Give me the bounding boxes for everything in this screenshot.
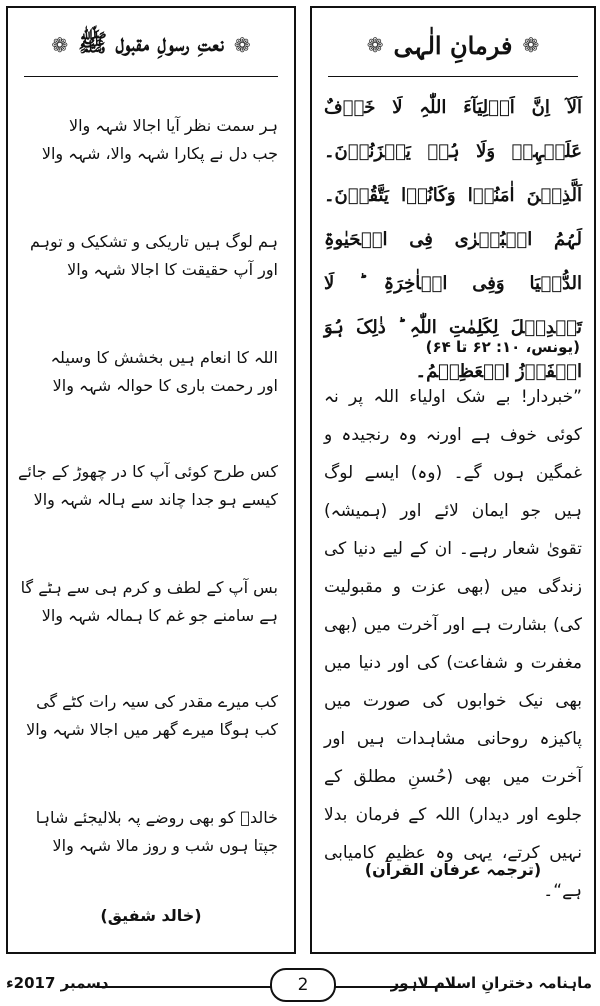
verse-line: اللہ کا انعام ہیں بخشش کا وسیلہ [50,348,278,367]
verse-line: جب دل نے پکارا شہہ والا، شہہ والا [41,144,278,163]
magazine-masthead: ماہنامہ دخترانِ اسلام لاہور [390,974,592,992]
verse-line: خالدؔ کو بھی روضے پہ بلالیجئے شاہا [35,808,278,827]
stanza-1 [24,112,278,168]
verse-line: کب ہوگا میرے گھر میں اجالا شہہ والا [26,720,278,739]
verse-line: ہم لوگ ہیں تاریکی و تشکیک و توہم [29,232,278,251]
verse-line: بس آپ کے لطف و کرم ہی سے ہٹے گا [20,578,278,597]
farman-ilahi-column [310,6,596,954]
divider [328,76,578,77]
verse-reference: (یونس، ۱۰: ۶۲ تا ۶۴) [425,338,580,356]
verse-translation: ”خبردار! بے شک اولیاء اللہ پر نہ کوئی خوف ہے اورنہ وہ رنجیدہ و غمگین ہوں گے۔ (وہ) ایسے لوگ ہیں جو ایمان لائے اور (ہمیشہ) تقویٰ شعار رہے۔ ان کے لیے دنیا کی زندگی میں (بھی عزت و مقبولیت کی) بشارت ہے اور آخرت میں (بھی مغفرت و شفاعت) کی اور دنیا میں بھی نیک خوابوں کی صورت میں پاکیزہ روحانی مشاہدات ہیں اور آخرت میں بھی (حُسنِ مطلق کے جلوے اور دیدار) اللہ کے فرمان بدلا نہیں کرتے، یہی وہ عظیم کامیابی ہے“۔ [324,387,582,901]
poet-name: (خالد شفیق) [100,906,202,925]
flourish-ornament-icon: ❁ [233,33,251,57]
stanza-2 [24,228,278,284]
verse-line: ہر سمت نظر آیا اجالا شہہ والا [68,116,278,135]
naat-header [22,18,280,72]
farman-ilahi-title: فرمانِ الٰہی [393,30,513,60]
stanza-7 [24,804,278,860]
verse-line: جپتا ہوں شب و روز مالا شہہ والا [52,836,278,855]
verse-line: ہے سامنے جو غم کا ہمالہ شہہ والا [41,606,278,625]
page-footer [0,966,600,1002]
translation-credit: (ترجمہ عرفان القرآن) [364,860,542,879]
stanza-3 [24,344,278,400]
issue-date: دسمبر 2017ء [6,974,109,992]
stanza-6 [24,688,278,744]
divider [24,76,278,77]
verse-line: کس طرح کوئی آپ کا در چھوڑ کے جائے [18,462,278,481]
verse-line: اور آپ حقیقت کا اجالا شہہ والا [67,260,278,279]
flourish-ornament-icon: ❁ [366,33,384,57]
stanza-4 [18,458,278,514]
naat-title: نعتِ رسولِ مقبول ﷺ [78,27,224,57]
page-number: 2 [270,968,336,1002]
farman-ilahi-header [326,18,580,72]
flourish-ornament-icon: ❁ [51,33,69,57]
verse-line: کب میرے مقدر کی سیہ رات کٹے گی [36,692,278,711]
quran-verse: اَلَآ اِنَّ اَوۡلِیَآءَ اللّٰہِ لَا خَوۡفٌ عَلَیۡہِمۡ وَلَا ہُمۡ یَحۡزَنُوۡنَ۔ اَلَّذِیۡنَ اٰمَنُوۡا وَکَانُوۡا یَتَّقُوۡنَ۔ لَہُمُ الۡبُشۡرٰی فِی الۡحَیٰوۃِ الدُّنۡیَا وَفِی الۡاٰخِرَۃِ ؕ لَا تَبۡدِیۡلَ لِکَلِمٰتِ اللّٰہِ ؕ ذٰلِکَ ہُوَ الۡفَوۡزُ الۡعَظِیۡمُ۔ [324,97,582,382]
naat-column [6,6,296,954]
verse-line: کیسے ہو جدا چاند سے ہالہ شہہ والا [33,490,278,509]
flourish-ornament-icon: ❁ [522,33,540,57]
stanza-5 [20,574,278,630]
verse-line: اور رحمت باری کا حوالہ شہہ والا [52,376,278,395]
